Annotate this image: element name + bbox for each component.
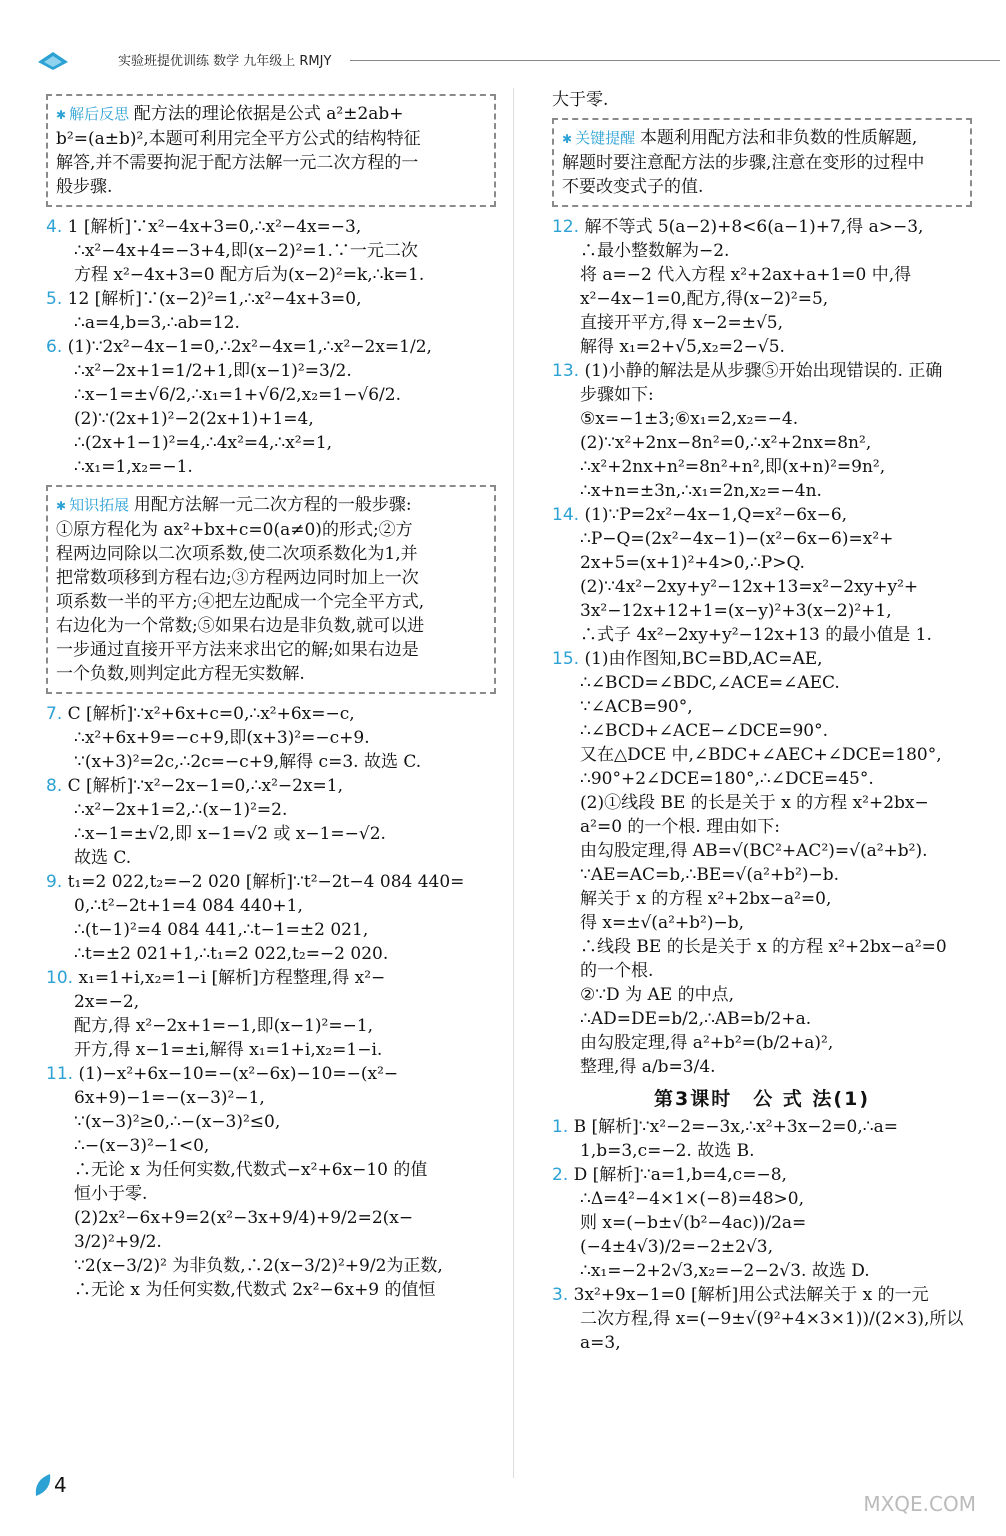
page-header bbox=[30, 40, 970, 74]
answer-line: ∴x²−4x+4=−3+4,即(x−2)²=1.∵一元二次 bbox=[74, 241, 418, 261]
answer-line: 8. C [解析]∵x²−2x−1=0,∴x²−2x=1, bbox=[46, 776, 344, 796]
answer-line: 6. (1)∵2x²−4x−1=0,∴2x²−4x=1,∴x²−2x=1/2, bbox=[46, 337, 432, 357]
header-rule bbox=[350, 60, 1000, 61]
note-line: 右边化为一个常数;⑤如果右边是非负数,就可以进 bbox=[56, 616, 425, 636]
question-number: 2. bbox=[552, 1165, 574, 1185]
answer-item bbox=[552, 359, 972, 503]
note-line: ✱ 关键提醒 本题利用配方法和非负数的性质解题, bbox=[562, 126, 962, 151]
answer-line: (2)2x²−6x+9=2(x²−3x+9/4)+9/2=2(x− bbox=[74, 1208, 414, 1228]
answer-line: 9. t₁=2 022,t₂=−2 020 [解析]∵t²−2t−4 084 440= bbox=[46, 872, 465, 892]
answer-line: (2)∵(2x+1)²−2(2x+1)+1=4, bbox=[74, 409, 314, 429]
answer-line: 的一个根. bbox=[580, 961, 654, 981]
answer-line: ⑤x=−1±3;⑥x₁=2,x₂=−4. bbox=[580, 409, 799, 429]
answer-line: 则 x=(−b±√(b²−4ac))/2a=(−4±4√3)/2=−2±2√3, bbox=[580, 1213, 807, 1257]
watermark: MXQE.COM bbox=[863, 1492, 976, 1516]
answer-line: 整理,得 a/b=3/4. bbox=[580, 1057, 716, 1077]
answer-item bbox=[46, 335, 496, 479]
note-line: 解题时要注意配方法的步骤,注意在变形的过程中 bbox=[562, 153, 925, 173]
answer-line: 二次方程,得 x=(−9±√(9²+4×3×1))/(2×3),所以 a=3, bbox=[580, 1309, 964, 1353]
question-number: 11. bbox=[46, 1064, 79, 1084]
answer-line: 14. (1)∵P=2x²−4x−1,Q=x²−6x−6, bbox=[552, 505, 848, 525]
answer-line: 2. D [解析]∵a=1,b=4,c=−8, bbox=[552, 1165, 787, 1185]
note-tag: ✱ 关键提醒 bbox=[562, 129, 640, 147]
answer-item bbox=[46, 966, 496, 1062]
answer-line: 直接开平方,得 x−2=±√5, bbox=[580, 313, 783, 333]
answer-line: a²=0 的一个根. 理由如下: bbox=[580, 817, 780, 837]
question-number: 1. bbox=[552, 1117, 574, 1137]
note-line: 般步骤. bbox=[56, 177, 113, 197]
answer-line: 2x+5=(x+1)²+4>0,∴P>Q. bbox=[580, 553, 805, 573]
answer-line: 13. (1)小静的解法是从步骤⑤开始出现错误的. 正确 bbox=[552, 361, 943, 381]
question-number: 6. bbox=[46, 337, 68, 357]
answer-line: 故选 C. bbox=[74, 848, 132, 868]
page-number: 4 bbox=[54, 1473, 67, 1497]
answer-line: ∴x−1=±√6/2,∴x₁=1+√6/2,x₂=1−√6/2. bbox=[74, 385, 401, 405]
answer-line: 0,∴t²−2t+1=4 084 440+1, bbox=[74, 896, 303, 916]
note-box bbox=[46, 94, 496, 207]
answer-line: ∴无论 x 为任何实数,代数式−x²+6x−10 的值 bbox=[74, 1160, 428, 1180]
answer-line: 由勾股定理,得 a²+b²=(b/2+a)², bbox=[580, 1033, 834, 1053]
answer-line: ∴−(x−3)²−1<0, bbox=[74, 1136, 210, 1156]
answer-continuation bbox=[552, 88, 972, 112]
answer-line: ∴90°+2∠DCE=180°,∴∠DCE=45°. bbox=[580, 769, 874, 789]
left-column bbox=[46, 88, 496, 1302]
answer-line: ②∵D 为 AE 的中点, bbox=[580, 985, 734, 1005]
answer-line: 1,b=3,c=−2. 故选 B. bbox=[580, 1141, 755, 1161]
answer-line: ∴x₁=−2+2√3,x₂=−2−2√3. 故选 D. bbox=[580, 1261, 870, 1281]
question-number: 7. bbox=[46, 704, 68, 724]
answer-line: 解关于 x 的方程 x²+2bx−a²=0, bbox=[580, 889, 832, 909]
question-number: 12. bbox=[552, 217, 585, 237]
note-line: 一步通过直接开平方法来求出它的解;如果右边是 bbox=[56, 640, 419, 660]
answer-line: ∴线段 BE 的长是关于 x 的方程 x²+2bx−a²=0 bbox=[580, 937, 947, 957]
question-number: 8. bbox=[46, 776, 68, 796]
answer-line: 5. 12 [解析]∵(x−2)²=1,∴x²−4x+3=0, bbox=[46, 289, 362, 309]
note-line: 程两边同除以二次项系数,使二次项系数化为1,并 bbox=[56, 544, 418, 564]
answer-item bbox=[46, 702, 496, 774]
note-line: 一个负数,则判定此方程无实数解. bbox=[56, 664, 305, 684]
answer-item bbox=[46, 1062, 496, 1302]
header-title: 实验班提优训练 数学 九年级上 RMJY bbox=[118, 54, 332, 69]
answer-line: ∴P−Q=(2x²−4x−1)−(x²−6x−6)=x²+ bbox=[580, 529, 894, 549]
answer-line: ∴x+n=±3n,∴x₁=2n,x₂=−4n. bbox=[580, 481, 822, 501]
answer-line: ∴x²−2x+1=1/2+1,即(x−1)²=3/2. bbox=[74, 361, 352, 381]
answer-line: ∴t=±2 021+1,∴t₁=2 022,t₂=−2 020. bbox=[74, 944, 389, 964]
leaf-icon bbox=[32, 1470, 54, 1500]
answer-line: ∵∠ACB=90°, bbox=[580, 697, 693, 717]
answer-line: ∴(2x+1−1)²=4,∴4x²=4,∴x²=1, bbox=[74, 433, 333, 453]
answer-line: 又在△DCE 中,∠BDC+∠AEC+∠DCE=180°, bbox=[580, 745, 942, 765]
answer-line: 大于零. bbox=[552, 90, 609, 110]
note-tag: ✱ 解后反思 bbox=[56, 105, 134, 123]
answer-line: ∴无论 x 为任何实数,代数式 2x²−6x+9 的值恒 bbox=[74, 1280, 436, 1300]
answer-line: 3/2)²+9/2. bbox=[74, 1232, 162, 1252]
answer-item bbox=[552, 215, 972, 359]
answer-line: ∴式子 4x²−2xy+y²−12x+13 的最小值是 1. bbox=[580, 625, 932, 645]
answer-line: ∴x−1=±√2,即 x−1=√2 或 x−1=−√2. bbox=[74, 824, 386, 844]
note-tag: ✱ 知识拓展 bbox=[56, 496, 134, 514]
note-box bbox=[46, 485, 496, 694]
answer-line: 解得 x₁=2+√5,x₂=2−√5. bbox=[580, 337, 785, 357]
answer-item bbox=[46, 870, 496, 966]
answer-line: 由勾股定理,得 AB=√(BC²+AC²)=√(a²+b²). bbox=[580, 841, 928, 861]
note-line: 项系数一半的平方;④把左边配成一个完全平方式, bbox=[56, 592, 425, 612]
answer-line: ∴AD=DE=b/2,∴AB=b/2+a. bbox=[580, 1009, 812, 1029]
answer-item bbox=[552, 1163, 972, 1283]
question-number: 3. bbox=[552, 1285, 574, 1305]
answer-line: ∴(t−1)²=4 084 441,∴t−1=±2 021, bbox=[74, 920, 369, 940]
answer-line: 11. (1)−x²+6x−10=−(x²−6x)−10=−(x²− bbox=[46, 1064, 399, 1084]
answer-line: 7. C [解析]∵x²+6x+c=0,∴x²+6x=−c, bbox=[46, 704, 355, 724]
answer-line: 1. B [解析]∵x²−2=−3x,∴x²+3x−2=0,∴a= bbox=[552, 1117, 898, 1137]
question-number: 9. bbox=[46, 872, 68, 892]
answer-line: ∴x²+2nx+n²=8n²+n²,即(x+n)²=9n², bbox=[580, 457, 886, 477]
answer-line: ∴∠BCD+∠ACE−∠DCE=90°. bbox=[580, 721, 829, 741]
answer-line: ∴Δ=4²−4×1×(−8)=48>0, bbox=[580, 1189, 804, 1209]
answer-item bbox=[552, 647, 972, 1079]
note-box bbox=[552, 118, 972, 207]
answer-line: ∴∠BCD=∠BDC,∠ACE=∠AEC. bbox=[580, 673, 840, 693]
note-line: ①原方程化为 ax²+bx+c=0(a≠0)的形式;②方 bbox=[56, 520, 413, 540]
answer-line: ∴x²−2x+1=2,∴(x−1)²=2. bbox=[74, 800, 288, 820]
note-line: 解答,并不需要拘泥于配方法解一元二次方程的一 bbox=[56, 153, 419, 173]
question-number: 4. bbox=[46, 217, 68, 237]
answer-line: (2)①线段 BE 的长是关于 x 的方程 x²+2bx− bbox=[580, 793, 929, 813]
note-line: ✱ 知识拓展 用配方法解一元二次方程的一般步骤: bbox=[56, 493, 486, 518]
answer-line: 6x+9)−1=−(x−3)²−1, bbox=[74, 1088, 265, 1108]
section-title: 第3课时 公 式 法(1) bbox=[653, 1088, 871, 1110]
answer-line: ∴最小整数解为−2. bbox=[580, 241, 730, 261]
answer-line: 10. x₁=1+i,x₂=1−i [解析]方程整理,得 x²− bbox=[46, 968, 386, 988]
answer-line: 恒小于零. bbox=[74, 1184, 148, 1204]
answer-line: ∵AE=AC=b,∴BE=√(a²+b²)−b. bbox=[580, 865, 840, 885]
answer-line: x²−4x−1=0,配方,得(x−2)²=5, bbox=[580, 289, 829, 309]
answer-line: 3. 3x²+9x−1=0 [解析]用公式法解关于 x 的一元 bbox=[552, 1285, 929, 1305]
note-line: b²=(a±b)²,本题可利用完全平方公式的结构特征 bbox=[56, 129, 421, 149]
answer-line: 2x=−2, bbox=[74, 992, 140, 1012]
note-line: 不要改变式子的值. bbox=[562, 177, 704, 197]
answer-line: ∵(x+3)²=2c,∴2c=−c+9,解得 c=3. 故选 C. bbox=[74, 752, 422, 772]
answer-item bbox=[46, 287, 496, 335]
question-number: 15. bbox=[552, 649, 585, 669]
answer-line: 3x²−12x+12+1=(x−y)²+3(x−2)²+1, bbox=[580, 601, 892, 621]
question-number: 5. bbox=[46, 289, 68, 309]
answer-item bbox=[552, 1283, 972, 1355]
note-line: 把常数项移到方程右边;③方程两边同时加上一次 bbox=[56, 568, 419, 588]
answer-line: 配方,得 x²−2x+1=−1,即(x−1)²=−1, bbox=[74, 1016, 374, 1036]
note-line: ✱ 解后反思 配方法的理论依据是公式 a²±2ab+ bbox=[56, 102, 486, 127]
answer-line: ∴a=4,b=3,∴ab=12. bbox=[74, 313, 240, 333]
book-logo-icon bbox=[36, 48, 70, 72]
answer-line: ∵(x−3)²≥0,∴−(x−3)²≤0, bbox=[74, 1112, 281, 1132]
answer-line: ∴x²+6x+9=−c+9,即(x+3)²=−c+9. bbox=[74, 728, 370, 748]
answer-line: 将 a=−2 代入方程 x²+2ax+a+1=0 中,得 bbox=[580, 265, 912, 285]
answer-line: ∵2(x−3/2)² 为非负数,∴2(x−3/2)²+9/2为正数, bbox=[74, 1256, 443, 1276]
answer-line: 4. 1 [解析]∵x²−4x+3=0,∴x²−4x=−3, bbox=[46, 217, 362, 237]
answer-item bbox=[46, 215, 496, 287]
answer-line: 得 x=±√(a²+b²)−b, bbox=[580, 913, 744, 933]
right-column bbox=[552, 88, 972, 1355]
question-number: 10. bbox=[46, 968, 79, 988]
answer-line: (2)∵4x²−2xy+y²−12x+13=x²−2xy+y²+ bbox=[580, 577, 919, 597]
answer-line: 步骤如下: bbox=[580, 385, 654, 405]
column-divider bbox=[513, 88, 514, 1478]
answer-line: 12. 解不等式 5(a−2)+8<6(a−1)+7,得 a>−3, bbox=[552, 217, 924, 237]
answer-item bbox=[552, 1115, 972, 1163]
answer-line: ∴x₁=1,x₂=−1. bbox=[74, 457, 193, 477]
question-number: 13. bbox=[552, 361, 585, 381]
answer-item bbox=[46, 774, 496, 870]
page-number-badge bbox=[32, 1470, 82, 1502]
answer-item bbox=[552, 503, 972, 647]
answer-line: 开方,得 x−1=±i,解得 x₁=1+i,x₂=1−i. bbox=[74, 1040, 383, 1060]
answer-line: 15. (1)由作图知,BC=BD,AC=AE, bbox=[552, 649, 823, 669]
answer-line: 方程 x²−4x+3=0 配方后为(x−2)²=k,∴k=1. bbox=[74, 265, 425, 285]
question-number: 14. bbox=[552, 505, 585, 525]
answer-line: (2)∵x²+2nx−8n²=0,∴x²+2nx=8n², bbox=[580, 433, 872, 453]
